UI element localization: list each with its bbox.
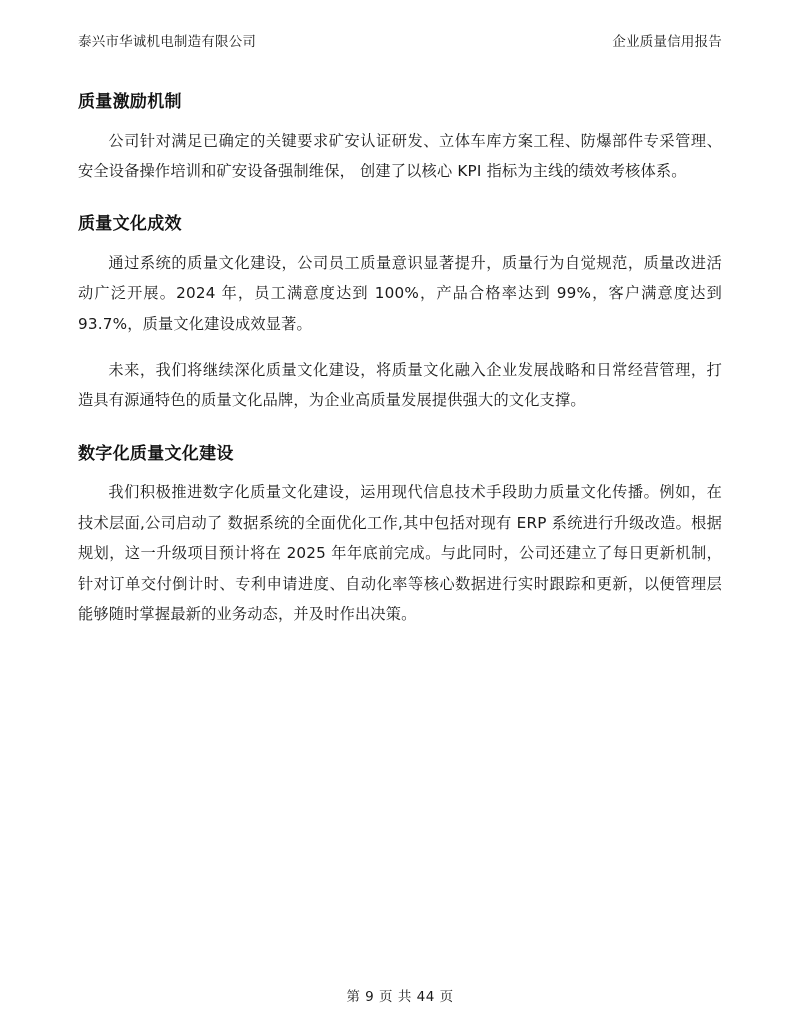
section-quality-incentive (78, 90, 722, 186)
block-spacer (78, 200, 722, 212)
page-footer (0, 985, 800, 1005)
paragraph: 我们积极推进数字化质量文化建设，运用现代信息技术手段助力质量文化传播。例如，在技术层面,公司启动了 数据系统的全面优化工作,其中包括对现有 ERP 系统进行升级改造。根据规划，这一升级项目预计将在 2025 年年底前完成。与此同时，公司还建立了每日更新机制，针对订单交付倒计时、专利申请进度、自动化率等核心数据进行实时跟踪和更新，以便管理层能够随时掌握最新的业务动态，并及时作出决策。 (78, 483, 722, 623)
section-heading: 质量激励机制 (78, 92, 182, 112)
block-spacer (78, 430, 722, 442)
page-header (78, 30, 722, 50)
document-body (78, 90, 722, 643)
section-quality-culture-results (78, 212, 722, 416)
section-heading: 数字化质量文化建设 (78, 443, 234, 464)
paragraph: 未来，我们将继续深化质量文化建设，将质量文化融入企业发展战略和日常经营管理，打造具有源通特色的质量文化品牌，为企业高质量发展提供强大的文化支撑。 (78, 361, 722, 410)
paragraph: 通过系统的质量文化建设，公司员工质量意识显著提升，质量行为自觉规范，质量改进活动广泛开展。2024 年，员工满意度达到 100%，产品合格率达到 99%，客户满意度达到 93.7%，质量文化建设成效显著。 (78, 253, 722, 333)
page-number: 第 9 页 共 44 页 (346, 989, 454, 1005)
section-digital-quality-culture (78, 442, 722, 630)
section-heading: 质量文化成效 (78, 214, 182, 235)
paragraph-spacer (78, 343, 722, 355)
header-document-title: 企业质量信用报告 (612, 34, 722, 50)
header-company-name: 泰兴市华诚机电制造有限公司 (78, 34, 257, 50)
paragraph: 公司针对满足已确定的关键要求矿安认证研发、立体车库方案工程、防爆部件专采管理、安全设备操作培训和矿安设备强制维保， 创建了以核心 KPI 指标为主线的绩效考核体系。 (78, 131, 722, 180)
